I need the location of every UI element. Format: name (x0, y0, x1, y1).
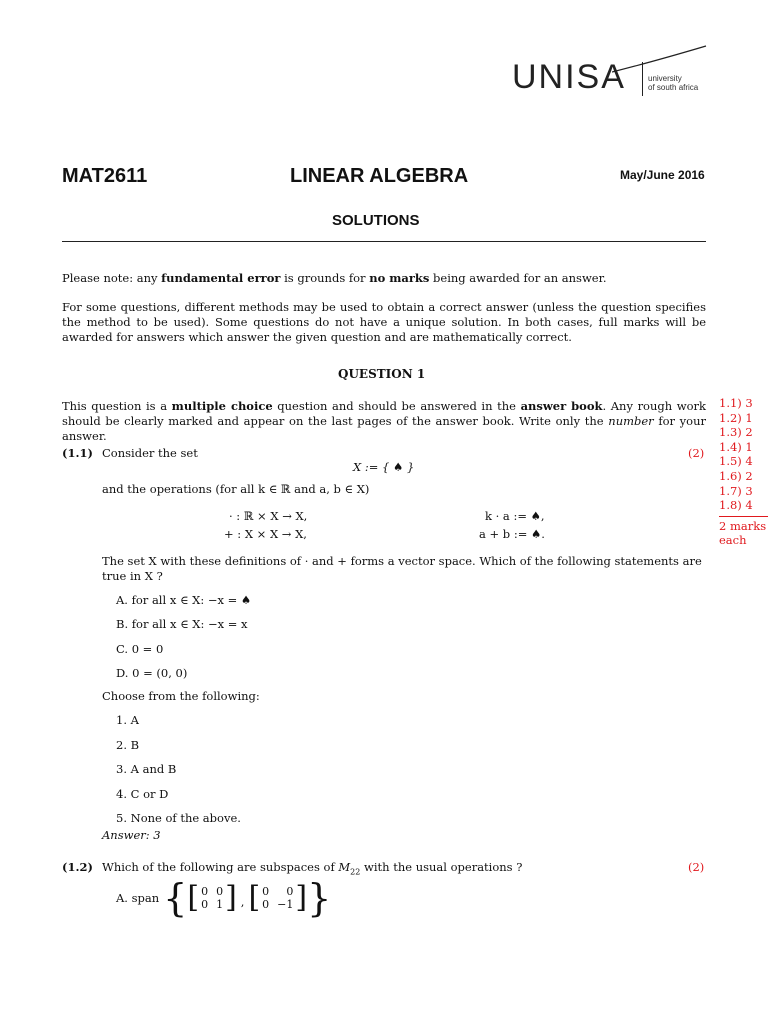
margin-answer: 1.4) 1 (719, 439, 753, 454)
question-heading: QUESTION 1 (338, 367, 426, 381)
q11-answer: Answer: 3 (102, 828, 161, 842)
note-paragraph-2: For some questions, different methods may be used to obtain a correct answer (unless the question specifies the method to be used). Some questions do not have a unique solution. In both cases, full marks will be awarded for answers which answer the given question and are mathematically correct. (62, 300, 706, 344)
q12-marks: (2) (688, 860, 705, 874)
margin-footer: 2 marks (719, 518, 767, 533)
header-rule (62, 241, 706, 242)
q11-set: X := { ♠ } (353, 460, 415, 474)
margin-answer: 1.2) 1 (719, 410, 753, 425)
left-brace: { (163, 876, 188, 920)
margin-answer: 1.3) 2 (719, 425, 753, 440)
course-code: MAT2611 (62, 165, 148, 187)
page-subtitle: SOLUTIONS (332, 212, 420, 229)
question-number-1-1: (1.1) (62, 446, 93, 460)
margin-answer: 1.5) 4 (719, 454, 753, 469)
question-number-1-2: (1.2) (62, 860, 93, 874)
q11-option: 2. B (116, 738, 140, 752)
q11-ops-intro: and the operations (for all k ∈ ℝ and a, b ∈ X) (102, 482, 370, 496)
q12-text: Which of the following are subspaces of $M_{22}$ with the usual operations ? (102, 860, 523, 877)
matrix-1: [ 0 0 0 1 ] (187, 880, 237, 915)
margin-answer-key (719, 396, 768, 548)
q11-choose: Choose from the following: (102, 689, 260, 703)
logo-swoosh (612, 44, 707, 74)
q11-stem: The set X with these definitions of · and + forms a vector space. Which of the following statements are true in X ? (102, 554, 702, 583)
question-intro: This question is a multiple choice question and should be answered in the answer book. Any rough work should be clearly marked and appear on the last pages of the answer book. Write only the number for your answer. (62, 399, 707, 443)
margin-footer: each (719, 533, 747, 548)
q12-option-a: A. span { [ 0 0 0 1 ] , [ 0 0 0 −1 ] } (116, 876, 332, 920)
right-brace: } (307, 876, 332, 920)
margin-answer: 1.7) 3 (719, 483, 753, 498)
q12-option-a-label: A. span (116, 891, 160, 905)
logo-sub-line2: of south africa (648, 83, 699, 92)
margin-rule (719, 516, 768, 517)
q11-statement: B. for all x ∈ X: −x = x (116, 617, 248, 631)
unisa-logo-word: UNISA (512, 58, 626, 96)
q11-statement: C. 0 = 0 (116, 642, 164, 656)
unisa-logo-subtext (648, 74, 698, 92)
q11-op2-right: a + b := ♠. (479, 527, 545, 541)
margin-answer: 1.6) 2 (719, 468, 753, 483)
page-title: LINEAR ALGEBRA (290, 165, 469, 187)
exam-date: May/June 2016 (620, 168, 705, 182)
q11-lead: Consider the set (102, 446, 198, 460)
q11-option: 1. A (116, 713, 139, 727)
q11-op1-right: k · a := ♠, (485, 509, 545, 523)
matrix-2: [ 0 0 0 −1 ] (248, 880, 308, 915)
margin-answer: 1.1) 3 (719, 396, 753, 410)
q11-option: 5. None of the above. (116, 811, 241, 825)
q11-option: 4. C or D (116, 787, 169, 801)
q11-option: 3. A and B (116, 762, 177, 776)
q11-op2-left: + : X × X → X, (224, 527, 307, 541)
logo-sub-line1: university (648, 74, 682, 83)
q11-statement: D. 0 = (0, 0) (116, 666, 188, 680)
q11-marks: (2) (688, 446, 705, 460)
q11-statement: A. for all x ∈ X: −x = ♠ (116, 593, 252, 607)
note-paragraph-1: Please note: any fundamental error is grounds for no marks being awarded for an answer. (62, 271, 607, 285)
q11-op1-left: · : ℝ × X → X, (229, 509, 308, 523)
margin-answer: 1.8) 4 (719, 498, 753, 513)
